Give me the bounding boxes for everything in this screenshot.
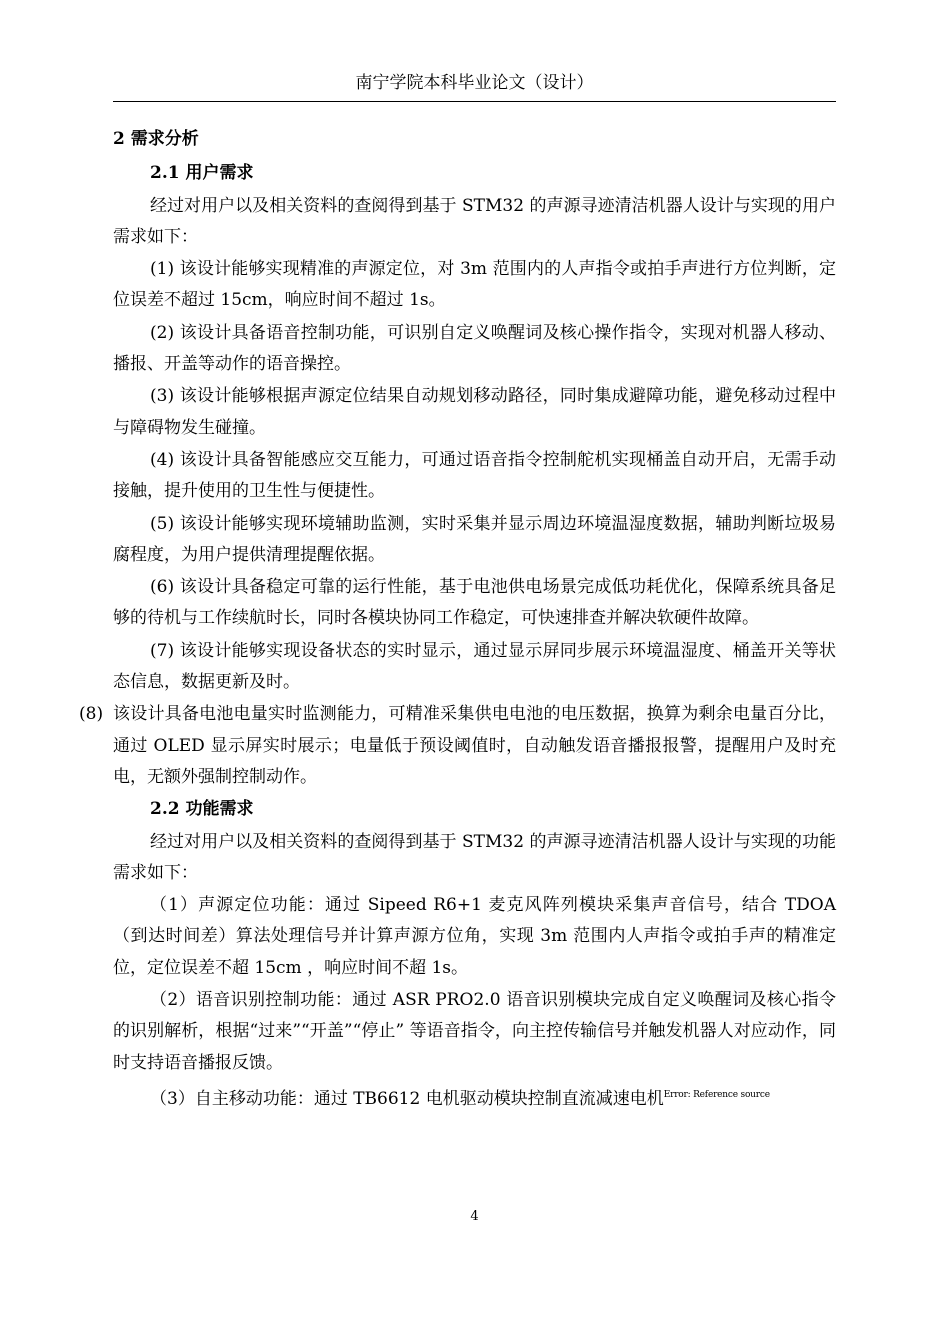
list-item-outdented: [79, 699, 836, 793]
paragraph: 经过对用户以及相关资料的查阅得到基于 STM32 的声源寻迹清洁机器人设计与实现的用户需求如下：: [113, 195, 836, 247]
list-number: (8): [79, 704, 104, 725]
list-item: (6) 该设计具备稳定可靠的运行性能，基于电池供电场景完成低功耗优化，保障系统具备足够的待机与工作续航时长，同时各模块协同工作稳定，可快速排查并解决软硬件故障。: [113, 577, 836, 629]
reference-error: Error: Reference source: [663, 1089, 770, 1100]
list-item: (5) 该设计能够实现环境辅助监测，实时采集并显示周边环境温湿度数据，辅助判断垃圾易腐程度，为用户提供清理提醒依据。: [113, 513, 836, 565]
paragraph: 经过对用户以及相关资料的查阅得到基于 STM32 的声源寻迹清洁机器人设计与实现的功能需求如下：: [113, 831, 836, 883]
list-item: (4) 该设计具备智能感应交互能力，可通过语音指令控制舵机实现桶盖自动开启，无需手动接触，提升使用的卫生性与便捷性。: [113, 449, 836, 502]
list-item: [113, 1080, 836, 1115]
list-item: (7) 该设计能够实现设备状态的实时显示，通过显示屏同步展示环境温湿度、桶盖开关等状态信息，数据更新及时。: [113, 640, 836, 693]
list-item-text: 该设计具备电池电量实时监测能力，可精准采集供电电池的电压数据，换算为剩余电量百分比，通过 OLED 显示屏实时展示；电量低于预设阈值时，自动触发语音播报报警，提醒用户及时充电，无额外强制控制动作。: [113, 704, 836, 787]
list-item-text: （3）自主移动功能：通过 TB6612 电机驱动模块控制直流减速电机: [150, 1088, 664, 1109]
subsection-heading-functional-requirements: 2.2 功能需求: [150, 799, 254, 820]
list-item: (3) 该设计能够根据声源定位结果自动规划移动路径，同时集成避障功能，避免移动过程中与障碍物发生碰撞。: [113, 386, 836, 438]
body-content: [79, 124, 836, 1116]
list-item: （2）语音识别控制功能：通过 ASR PRO2.0 语音识别模块完成自定义唤醒词及核心指令的识别解析，根据“过来”“开盖”“停止” 等语音指令，向主控传输信号并触发机器人对应动作，同时支持语音播报反馈。: [113, 990, 836, 1073]
list-item: (2) 该设计具备语音控制功能，可识别自定义唤醒词及核心操作指令，实现对机器人移动、播报、开盖等动作的语音操控。: [113, 322, 836, 375]
page-number: 4: [470, 1209, 479, 1224]
page-header: 南宁学院本科毕业论文（设计）: [355, 73, 594, 93]
subsection-heading-user-requirements: 2.1 用户需求: [150, 163, 254, 184]
section-heading: 2 需求分析: [113, 129, 199, 149]
list-item: (1) 该设计能够实现精准的声源定位，对 3m 范围内的人声指令或拍手声进行方位判断，定位误差不超过 15cm，响应时间不超过 1s。: [113, 259, 836, 311]
header-divider: [113, 101, 836, 102]
list-item: （1）声源定位功能：通过 Sipeed R6+1 麦克风阵列模块采集声音信号，结合 TDOA （到达时间差）算法处理信号并计算声源方位角，实现 3m 范围内人声指令或拍手声的精准定位，定位误差不超 15cm ，响应时间不超 1s。: [113, 895, 836, 978]
